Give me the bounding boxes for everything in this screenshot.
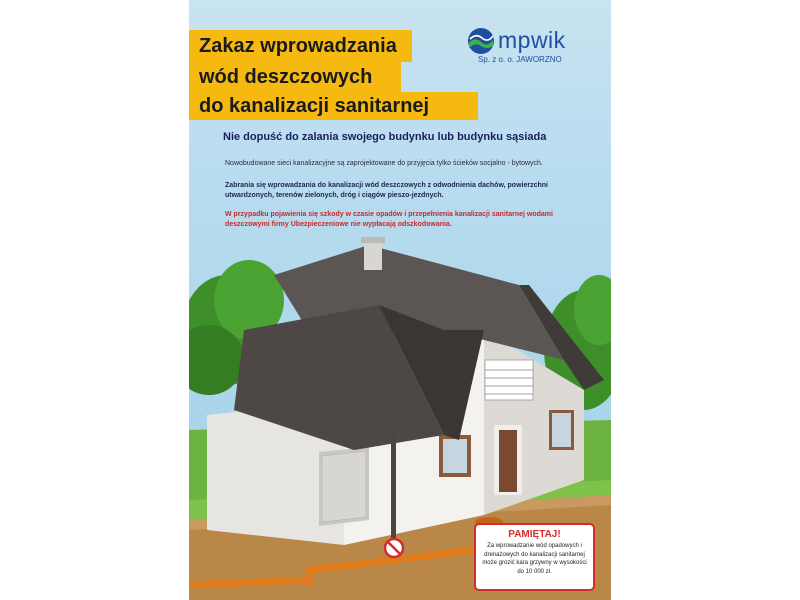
title-line-2: wód deszczowych (189, 62, 401, 92)
chimney (364, 240, 382, 270)
title-line-1: Zakaz wprowadzania (189, 30, 412, 62)
garage-door (322, 451, 366, 522)
title-line-3: do kanalizacji sanitarnej (189, 92, 478, 120)
downpipe (391, 430, 396, 540)
front-door (499, 430, 517, 492)
logo-name: mpwik (498, 27, 566, 53)
notice-text: Za wprowadzanie wód opadowych i drenażowych do kanalizacji sanitarnej może grozić kara grzywny w wysokości do 10 000 zł. (482, 543, 587, 575)
logo-subtitle: Sp. z o. o. JAWORZNO (478, 55, 562, 64)
subheading: Nie dopuść do zalania swojego budynku lub budynku sąsiada (223, 131, 547, 143)
notice-title: PAMIĘTAJ! (508, 529, 561, 540)
mpwik-logo (466, 26, 601, 70)
poster (189, 0, 611, 600)
paragraph-warning: W przypadku pojawienia się szkody w czasie opadów i przepełnienia kanalizacji sanitarnej wodami deszczowymi firmy Ubezpieczeniowe nie wypłacają odszkodowania. (225, 211, 553, 228)
paragraph-info: Nowobudowane sieci kanalizacyjne są zaprojektowane do przyjęcia tylko ścieków socjalno - bytowych. (225, 160, 543, 167)
notice-box (474, 523, 595, 591)
mpwik-wave-logo-icon (466, 26, 496, 56)
paragraph-prohibition: Zabrania się wprowadzania do kanalizacji wód deszczowych z odwodnienia dachów, powierzchni utwardzonych, terenów zielonych, dróg i ciągów pieszo-jezdnych. (225, 182, 548, 199)
